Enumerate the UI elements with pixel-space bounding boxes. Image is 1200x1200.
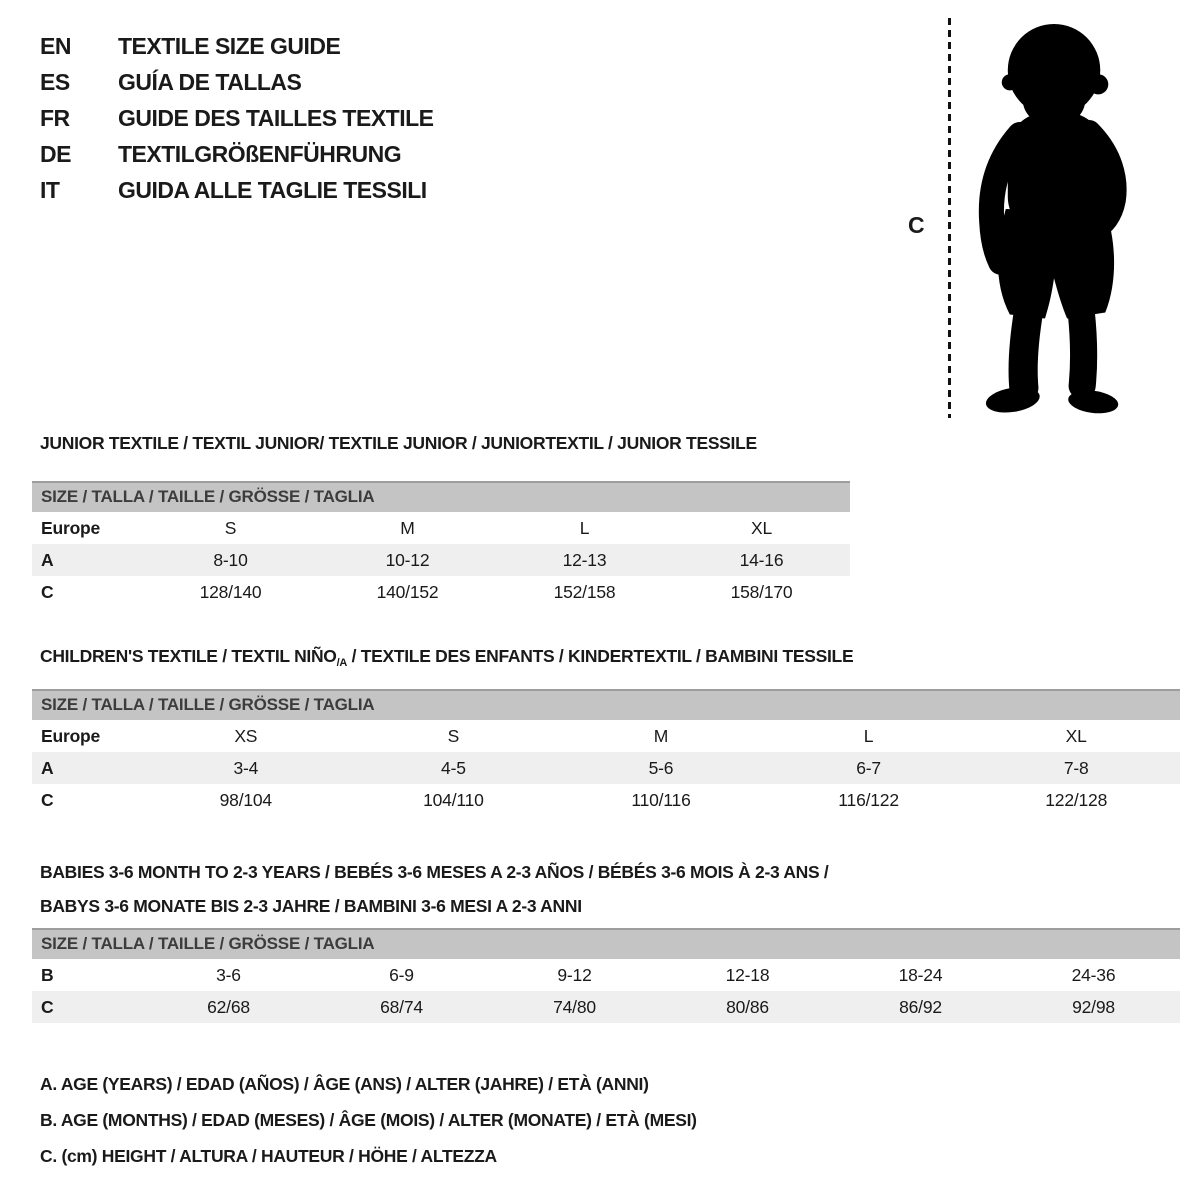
table-cell: 86/92 bbox=[834, 991, 1007, 1023]
row-label: A bbox=[32, 752, 142, 784]
guide-title: GUÍA DE TALLAS bbox=[118, 69, 302, 95]
section-title-junior: JUNIOR TEXTILE / TEXTIL JUNIOR/ TEXTILE JUNIOR / JUNIORTEXTIL / JUNIOR TESSILE bbox=[40, 433, 757, 453]
guide-title: TEXTILE SIZE GUIDE bbox=[118, 33, 341, 59]
table-cell: 68/74 bbox=[315, 991, 488, 1023]
row-label: Europe bbox=[41, 725, 101, 746]
language-row bbox=[40, 28, 434, 64]
table-row bbox=[32, 512, 850, 544]
language-row bbox=[40, 100, 434, 136]
table-cell: 140/152 bbox=[376, 581, 439, 602]
table-cell: M bbox=[400, 517, 415, 538]
row-label: C bbox=[32, 991, 142, 1023]
table-cell: XL bbox=[750, 517, 772, 538]
height-measure-label: C bbox=[908, 212, 925, 238]
table-cell: 110/116 bbox=[631, 789, 691, 810]
table-cell: 128/140 bbox=[199, 581, 262, 602]
table-cell: M bbox=[653, 725, 669, 746]
guide-title: GUIDE DES TAILLES TEXTILE bbox=[118, 105, 434, 131]
table-cell: 7-8 bbox=[972, 752, 1180, 784]
row-label: B bbox=[41, 964, 54, 985]
table-cell: 158/170 bbox=[730, 581, 793, 602]
height-measure-dashed-line bbox=[948, 18, 951, 418]
section-title-babies bbox=[40, 855, 829, 923]
size-table-header: SIZE / TALLA / TAILLE / GRÖSSE / TAGLIA bbox=[32, 689, 1180, 720]
table-cell: S bbox=[224, 517, 237, 538]
table-cell: 4-5 bbox=[350, 752, 558, 784]
table-cell: S bbox=[447, 725, 460, 746]
language-title-list bbox=[40, 28, 434, 208]
table-cell: L bbox=[863, 725, 874, 746]
section-title-text: CHILDREN'S TEXTILE / TEXTIL NIÑO bbox=[40, 646, 337, 666]
table-cell: 6-9 bbox=[389, 964, 414, 985]
table-row bbox=[32, 959, 1180, 991]
language-row bbox=[40, 172, 434, 208]
table-cell: 104/110 bbox=[423, 789, 484, 810]
row-label: A bbox=[32, 544, 142, 576]
table-cell: L bbox=[579, 517, 590, 538]
language-code: IT bbox=[40, 177, 60, 203]
section-title-line: BABYS 3-6 MONATE BIS 2-3 JAHRE / BAMBINI 3-6 MESI A 2-3 ANNI bbox=[40, 896, 582, 916]
table-cell: XL bbox=[1065, 725, 1087, 746]
language-code: ES bbox=[40, 69, 70, 95]
table-row bbox=[32, 991, 1180, 1023]
legend-line-c: C. (cm) HEIGHT / ALTURA / HAUTEUR / HÖHE / ALTEZZA bbox=[40, 1146, 497, 1166]
measurement-legend bbox=[40, 1066, 697, 1174]
table-cell: 6-7 bbox=[765, 752, 973, 784]
table-cell: 24-36 bbox=[1071, 964, 1116, 985]
table-row bbox=[32, 784, 1180, 816]
language-row bbox=[40, 64, 434, 100]
language-code: DE bbox=[40, 141, 71, 167]
table-cell: 9-12 bbox=[557, 964, 592, 985]
table-cell: 116/122 bbox=[838, 789, 899, 810]
table-cell: 3-6 bbox=[216, 964, 241, 985]
table-cell: 98/104 bbox=[219, 789, 272, 810]
size-table-header: SIZE / TALLA / TAILLE / GRÖSSE / TAGLIA bbox=[32, 481, 850, 512]
legend-line-b: B. AGE (MONTHS) / EDAD (MESES) / ÂGE (MOIS) / ALTER (MONATE) / ETÀ (MESI) bbox=[40, 1110, 697, 1130]
table-cell: XS bbox=[234, 725, 258, 746]
section-title-children bbox=[40, 646, 853, 669]
legend-line-a: A. AGE (YEARS) / EDAD (AÑOS) / ÂGE (ANS) / ALTER (JAHRE) / ETÀ (ANNI) bbox=[40, 1074, 649, 1094]
guide-title: GUIDA ALLE TAGLIE TESSILI bbox=[118, 177, 427, 203]
table-row bbox=[32, 544, 850, 576]
table-row bbox=[32, 752, 1180, 784]
section-title-text: / TEXTILE DES ENFANTS / KINDERTEXTIL / BAMBINI TESSILE bbox=[347, 646, 854, 666]
table-cell: 12-13 bbox=[496, 544, 673, 576]
language-code: FR bbox=[40, 105, 70, 131]
table-cell: 18-24 bbox=[898, 964, 943, 985]
row-label: Europe bbox=[41, 517, 101, 538]
junior-size-table bbox=[32, 481, 850, 608]
table-row bbox=[32, 576, 850, 608]
row-label: C bbox=[41, 789, 54, 810]
language-code: EN bbox=[40, 33, 71, 59]
row-label: C bbox=[41, 581, 54, 602]
language-row bbox=[40, 136, 434, 172]
table-cell: 74/80 bbox=[488, 991, 661, 1023]
children-size-table bbox=[32, 689, 1180, 816]
table-cell: 5-6 bbox=[557, 752, 765, 784]
table-row bbox=[32, 720, 1180, 752]
section-title-line: BABIES 3-6 MONTH TO 2-3 YEARS / BEBÉS 3-6 MESES A 2-3 AÑOS / BÉBÉS 3-6 MOIS À 2-3 ANS / bbox=[40, 862, 829, 882]
table-cell: 80/86 bbox=[661, 991, 834, 1023]
guide-title: TEXTILGRÖßENFÜHRUNG bbox=[118, 141, 402, 167]
table-cell: 152/158 bbox=[553, 581, 616, 602]
table-cell: 14-16 bbox=[673, 544, 850, 576]
table-cell: 3-4 bbox=[142, 752, 350, 784]
babies-size-table bbox=[32, 928, 1180, 1023]
table-cell: 12-18 bbox=[725, 964, 770, 985]
table-cell: 8-10 bbox=[142, 544, 319, 576]
toddler-silhouette bbox=[964, 20, 1136, 425]
section-title-sub: /A bbox=[336, 657, 348, 669]
size-table-header: SIZE / TALLA / TAILLE / GRÖSSE / TAGLIA bbox=[32, 928, 1180, 959]
table-cell: 122/128 bbox=[1045, 789, 1108, 810]
table-cell: 92/98 bbox=[1007, 991, 1180, 1023]
table-cell: 10-12 bbox=[319, 544, 496, 576]
table-cell: 62/68 bbox=[142, 991, 315, 1023]
